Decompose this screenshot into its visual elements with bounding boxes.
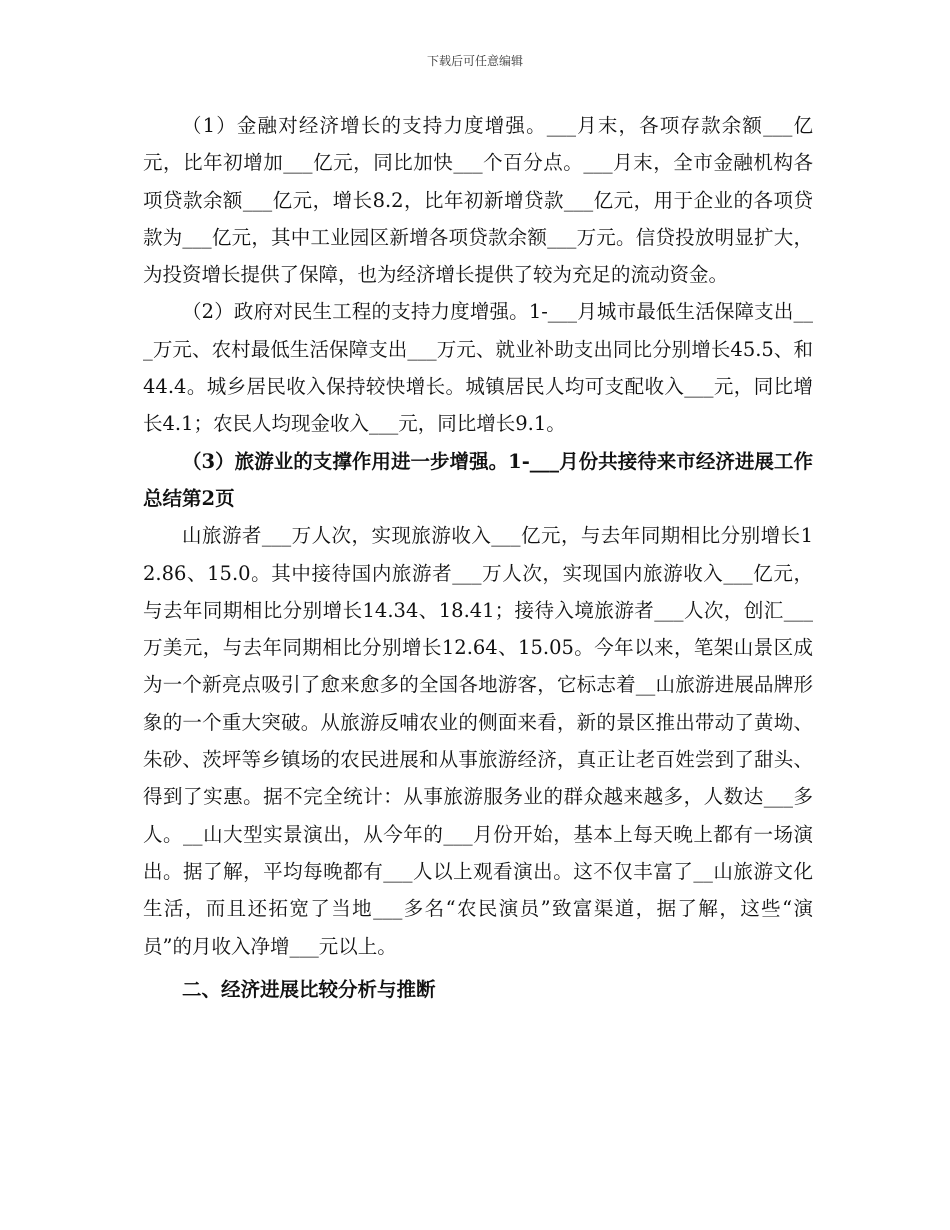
paragraph-tourism-body: 山旅游者___万人次，实现旅游收入___亿元，与去年同期相比分别增长12.86、15.0。其中接待国内旅游者___万人次，实现国内旅游收入___亿元，与去年同期相比分别增长14.34、18.41；接待入境旅游者___人次，创汇___万美元，与去年同期相比分别增长12.64、15.05。今年以来，笔架山景区成为一个新亮点吸引了愈来愈多的全国各地游客，它标志着__山旅游进展品牌形象的一个重大突破。从旅游反哺农业的侧面来看，新的景区推出带动了黄坳、朱砂、茨坪等乡镇场的农民进展和从事旅游经济，真正让老百姓尝到了甜头、得到了实惠。据不完全统计：从事旅游服务业的群众越来越多，人数达___多人。__山大型实景演出，从今年的___月份开始，基本上每天晚上都有一场演出。据了解，平均每晚都有___人以上观看演出。这不仅丰富了__山旅游文化生活，而且还拓宽了当地___多名“农民演员”致富渠道，据了解，这些“演员”的月收入净增___元以上。	[143, 524, 813, 958]
paragraph-finance: （1）金融对经济增长的支持力度增强。___月末，各项存款余额___亿元，比年初增加___亿元，同比加快___个百分点。___月末，全市金融机构各项贷款余额___亿元，增长8.2，比年初新增贷款___亿元，用于企业的各项贷款为___亿元，其中工业园区新增各项贷款余额___万元。信贷投放明显扩大，为投资增长提供了保障，也为经济增长提供了较为充足的流动资金。	[143, 114, 813, 287]
paragraph-tourism-heading: （3）旅游业的支撑作用进一步增强。1-___月份共接待来市经济进展工作总结第2页	[143, 449, 813, 510]
section-heading: 二、经济进展比较分析与推断	[182, 977, 436, 1001]
paragraph-livelihood: （2）政府对民生工程的支持力度增强。1-___月城市最低生活保障支出___万元、农村最低生活保障支出___万元、就业补助支出同比分别增长45.5、和44.4。城乡居民收入保持较快增长。城镇居民人均可支配收入___元，同比增长4.1；农民人均现金收入___元，同比增长9.1。	[143, 300, 813, 436]
document-body	[143, 107, 813, 1008]
page-header: 下载后可任意编辑	[426, 54, 523, 68]
